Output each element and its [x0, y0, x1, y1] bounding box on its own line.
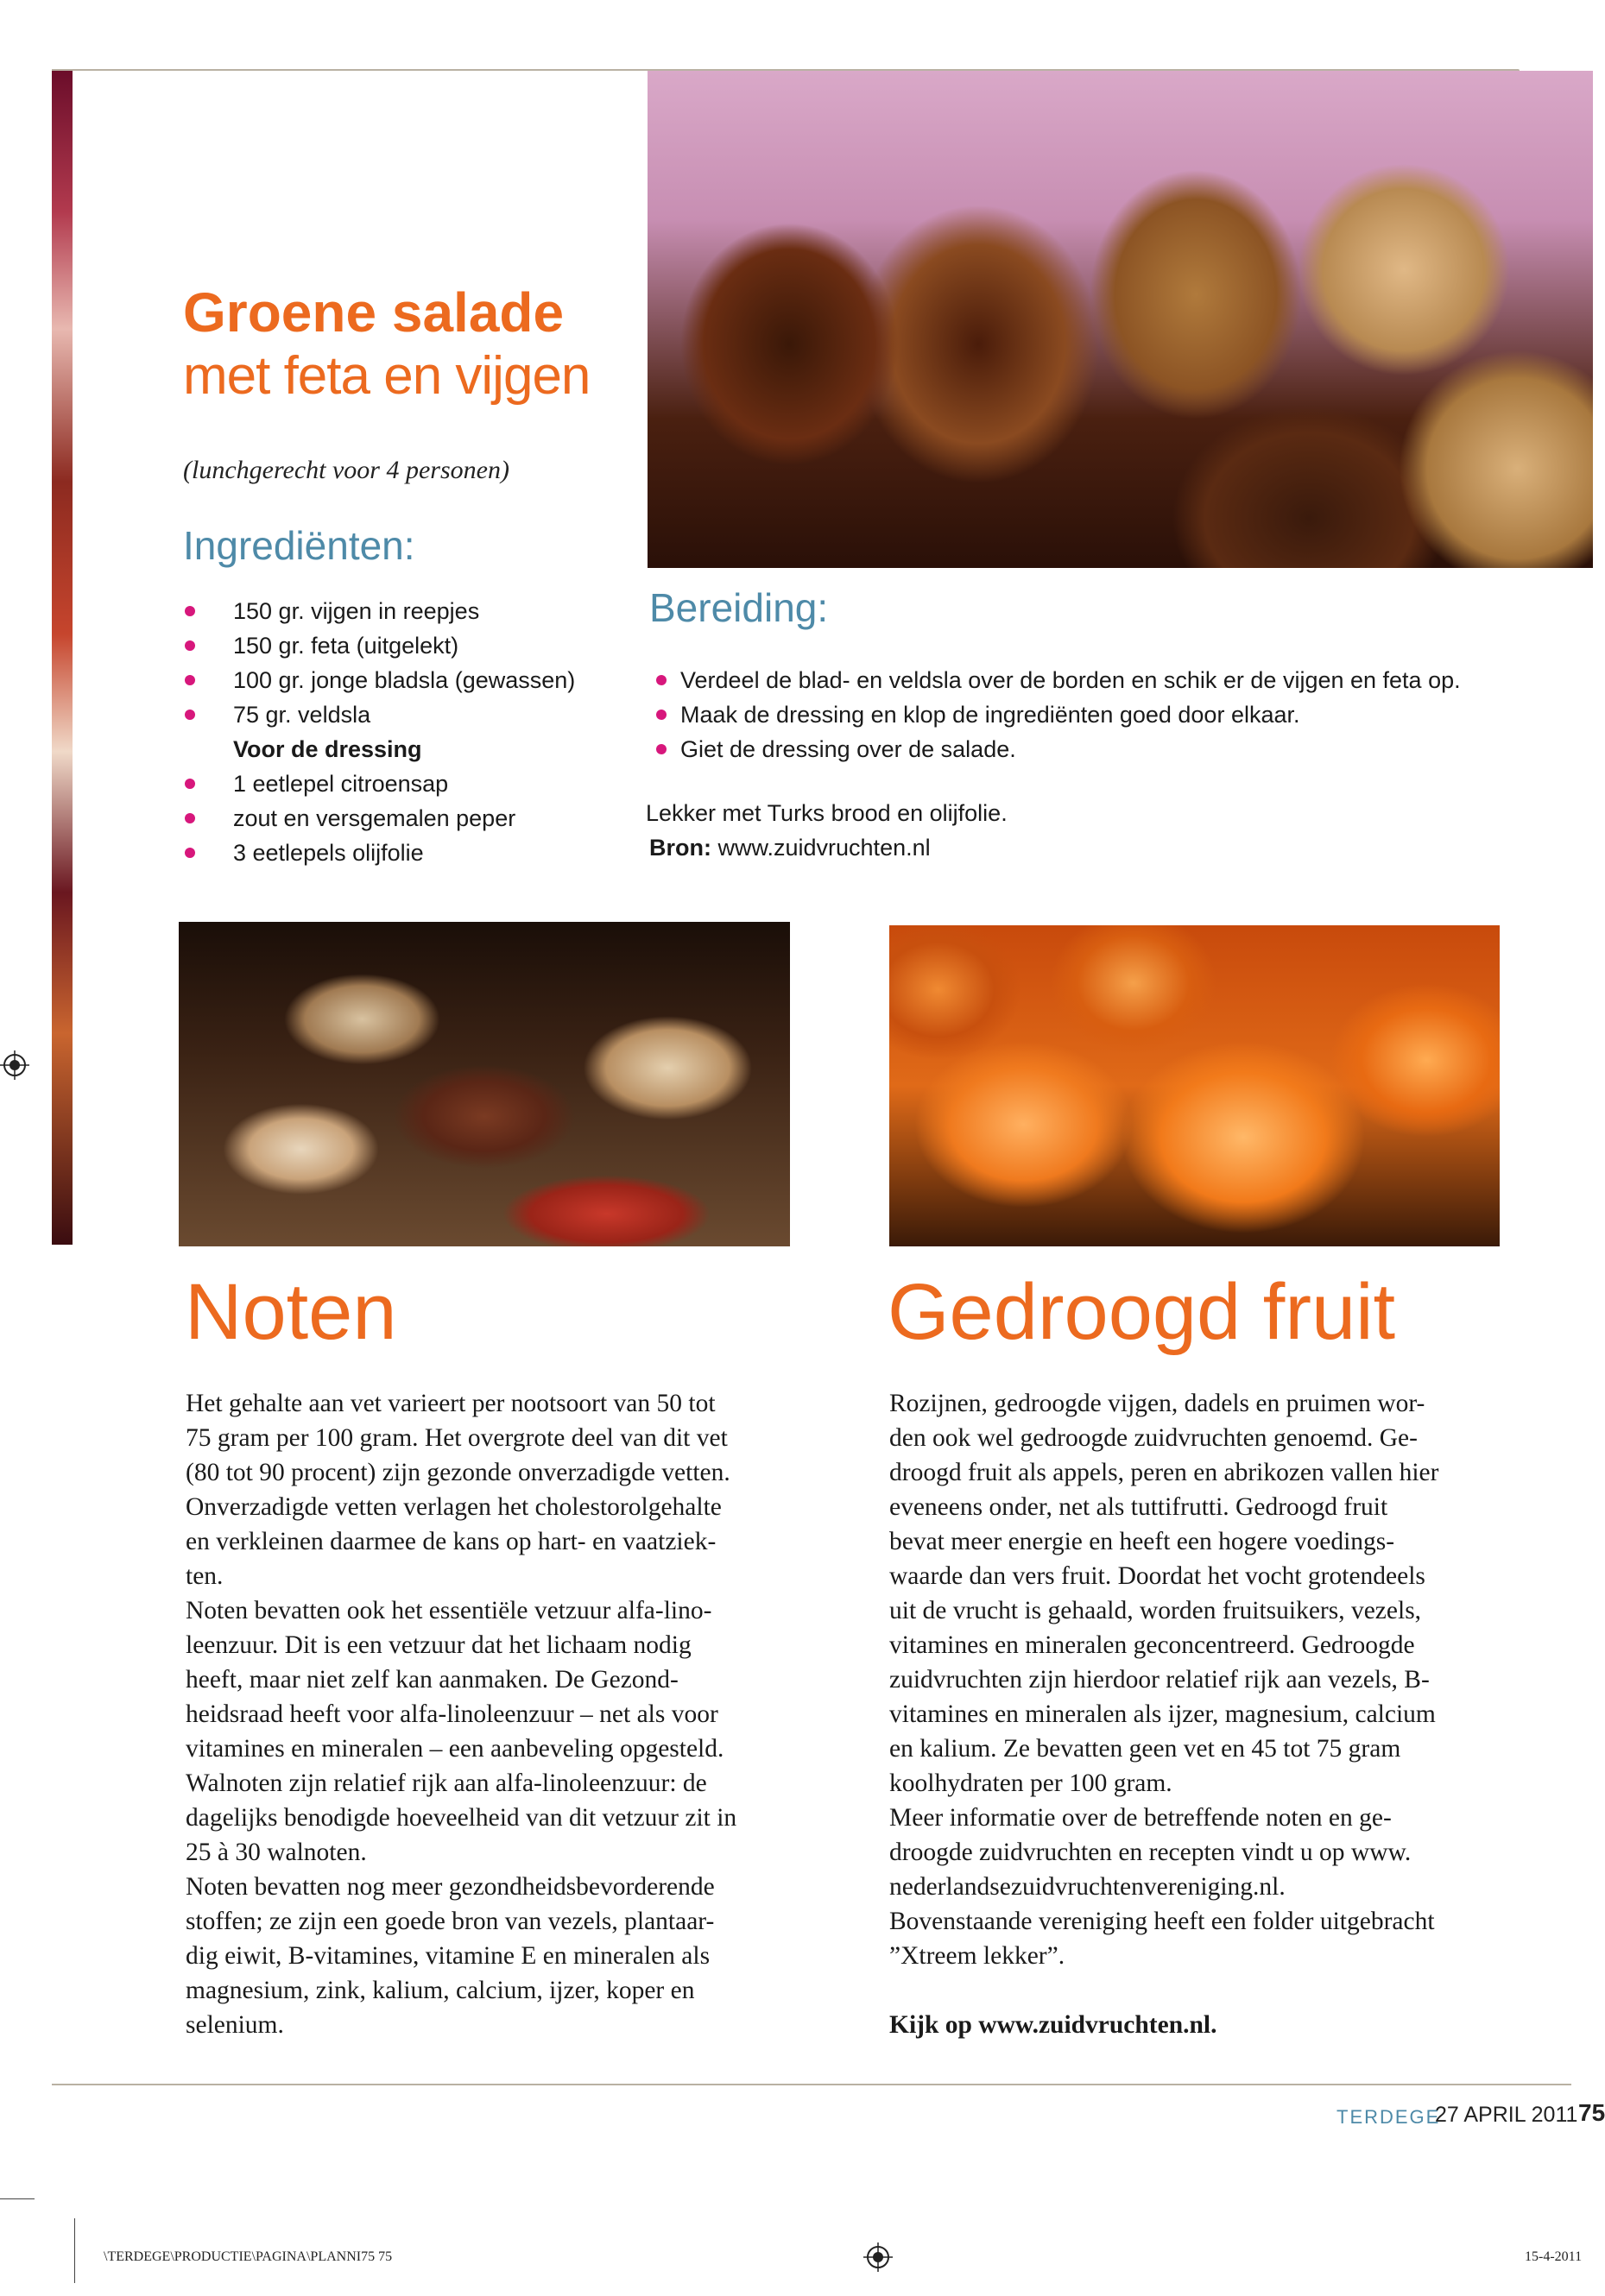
- bullet-icon: [185, 813, 195, 823]
- article-line: stoffen; ze zijn een goede bron van vezels, plantaar-: [186, 1908, 715, 1935]
- article-line: Noten bevatten ook het essentiële vetzuur alfa-lino-: [186, 1597, 712, 1624]
- preparation-heading: Bereiding:: [649, 585, 829, 630]
- preparation-step: Verdeel de blad- en veldsla over de borden en schik er de vijgen en feta op.: [649, 663, 1564, 697]
- preparation-list: [649, 663, 1564, 766]
- article-line: selenium.: [186, 2011, 284, 2039]
- ingredient-item: 100 gr. jonge bladsla (gewassen): [183, 663, 632, 697]
- noten-heading: Noten: [185, 1268, 397, 1356]
- article-line: koolhydraten per 100 gram.: [889, 1769, 1172, 1797]
- ingredients-list: [183, 594, 632, 870]
- article-line: (80 tot 90 procent) zijn gezonde onverzadigde vetten.: [186, 1459, 730, 1486]
- bullet-icon: [656, 675, 667, 685]
- article-line: bevat meer energie en heeft een hogere voedings-: [889, 1528, 1395, 1555]
- article-line: 75 gram per 100 gram. Het overgrote deel van dit vet: [186, 1424, 728, 1452]
- article-line: en verkleinen daarmee de kans op hart- en vaatziek-: [186, 1528, 717, 1555]
- preparation-step: Giet de dressing over de salade.: [649, 732, 1564, 766]
- article-line: heeft, maar niet zelf kan aanmaken. De Gezond-: [186, 1666, 679, 1694]
- page-frame-bottom: [52, 2084, 1571, 2085]
- article-line: magnesium, zink, kalium, calcium, ijzer, koper en: [186, 1977, 695, 2004]
- recipe-subtitle: met feta en vijgen: [183, 346, 591, 406]
- source-label: Bron:: [649, 835, 711, 861]
- article-line: ”Xtreem lekker”.: [889, 1942, 1065, 1970]
- bullet-icon: [656, 744, 667, 754]
- article-line: leenzuur. Dit is een vetzuur dat het lichaam nodig: [186, 1631, 692, 1659]
- print-slug-path: \TERDEGE\PRODUCTIE\PAGINA\PLANNI75 75: [104, 2249, 393, 2264]
- bullet-icon: [656, 710, 667, 720]
- bullet-icon: [185, 848, 195, 858]
- registration-mark-icon: [0, 1050, 29, 1080]
- article-line: Het gehalte aan vet varieert per nootsoort van 50 tot: [186, 1390, 716, 1417]
- recipe-serving-note: (lunchgerecht voor 4 personen): [183, 456, 509, 484]
- ingredient-item: 150 gr. feta (uitgelekt): [183, 628, 632, 663]
- bullet-icon: [185, 710, 195, 720]
- article-line: nederlandsezuidvruchtenvereniging.nl.: [889, 1873, 1286, 1901]
- dried-figs-photo: [648, 71, 1593, 568]
- article-line: zuidvruchten zijn hierdoor relatief rijk aan vezels, B-: [889, 1666, 1430, 1694]
- article-line: den ook wel gedroogde zuidvruchten genoemd. Ge-: [889, 1424, 1418, 1452]
- dressing-subheading: Voor de dressing: [233, 736, 422, 762]
- article-line: ten.: [186, 1562, 224, 1590]
- article-line: Onverzadigde vetten verlagen het cholestorolgehalte: [186, 1493, 722, 1521]
- ingredient-item: 3 eetlepels olijfolie: [183, 836, 632, 870]
- dried-fruit-article: [889, 1386, 1511, 2042]
- article-line: vitamines en mineralen als ijzer, magnesium, calcium: [889, 1700, 1436, 1728]
- bullet-icon: [185, 606, 195, 616]
- article-line: dig eiwit, B-vitamines, vitamine E en mineralen als: [186, 1942, 711, 1970]
- article-line: Noten bevatten nog meer gezondheidsbevorderende: [186, 1873, 715, 1901]
- dried-fruit-heading: Gedroogd fruit: [888, 1268, 1396, 1356]
- article-line: waarde dan vers fruit. Doordat het vocht grotendeels: [889, 1562, 1425, 1590]
- ingredients-heading: Ingrediënten:: [183, 523, 415, 568]
- ingredient-item: 75 gr. veldsla: [183, 697, 632, 732]
- recipe-source: [649, 835, 931, 861]
- article-line: uit de vrucht is gehaald, worden fruitsuikers, vezels,: [889, 1597, 1422, 1624]
- preparation-step: Maak de dressing en klop de ingrediënten goed door elkaar.: [649, 697, 1564, 732]
- registration-mark-icon: [863, 2242, 893, 2272]
- dried-apricots-photo: [889, 925, 1500, 1246]
- source-url: www.zuidvruchten.nl: [717, 835, 931, 861]
- article-line: vitamines en mineralen – een aanbeveling opgesteld.: [186, 1735, 724, 1763]
- article-line: Walnoten zijn relatief rijk aan alfa-linoleenzuur: de: [186, 1769, 707, 1797]
- article-line: droogde zuidvruchten en recepten vindt u op www.: [889, 1839, 1412, 1866]
- ingredient-item: 1 eetlepel citroensap: [183, 766, 632, 801]
- bullet-icon: [185, 779, 195, 789]
- crop-mark: [0, 2198, 35, 2199]
- article-line: heidsraad heeft voor alfa-linoleenzuur – net als voor: [186, 1700, 718, 1728]
- recipe-title: Groene salade: [183, 281, 565, 344]
- article-line: 25 à 30 walnoten.: [186, 1839, 367, 1866]
- bullet-icon: [185, 675, 195, 685]
- article-line: dagelijks benodigde hoeveelheid van dit vetzuur zit in: [186, 1804, 737, 1832]
- bullet-icon: [185, 640, 195, 651]
- article-blank-line: [889, 1973, 1511, 2008]
- footer-date: 27 APRIL 2011: [1435, 2103, 1578, 2127]
- noten-article: [186, 1386, 807, 2042]
- crop-mark: [74, 2218, 75, 2283]
- ingredient-item: 150 gr. vijgen in reepjes: [183, 594, 632, 628]
- article-line: Rozijnen, gedroogde vijgen, dadels en pruimen wor-: [889, 1390, 1425, 1417]
- print-slug-date: 15-4-2011: [1525, 2249, 1583, 2264]
- article-line: vitamines en mineralen geconcentreerd. Gedroogde: [889, 1631, 1415, 1659]
- left-photo-strip: [52, 71, 73, 1245]
- footer-magazine-name: TERDEGE: [1336, 2106, 1441, 2128]
- article-line: Meer informatie over de betreffende noten en ge-: [889, 1804, 1392, 1832]
- ingredient-item: zout en versgemalen peper: [183, 801, 632, 836]
- article-line: en kalium. Ze bevatten geen vet en 45 tot 75 gram: [889, 1735, 1401, 1763]
- article-line: eveneens onder, net als tuttifrutti. Gedroogd fruit: [889, 1493, 1388, 1521]
- article-line: Bovenstaande vereniging heeft een folder uitgebracht: [889, 1908, 1435, 1935]
- article-line: droogd fruit als appels, peren en abrikozen vallen hier: [889, 1459, 1439, 1486]
- serving-tip: Lekker met Turks brood en olijfolie.: [646, 800, 1008, 826]
- page-number: 75: [1578, 2099, 1605, 2126]
- article-closing-link: Kijk op www.zuidvruchten.nl.: [889, 2011, 1217, 2039]
- mixed-nuts-photo: [179, 922, 790, 1246]
